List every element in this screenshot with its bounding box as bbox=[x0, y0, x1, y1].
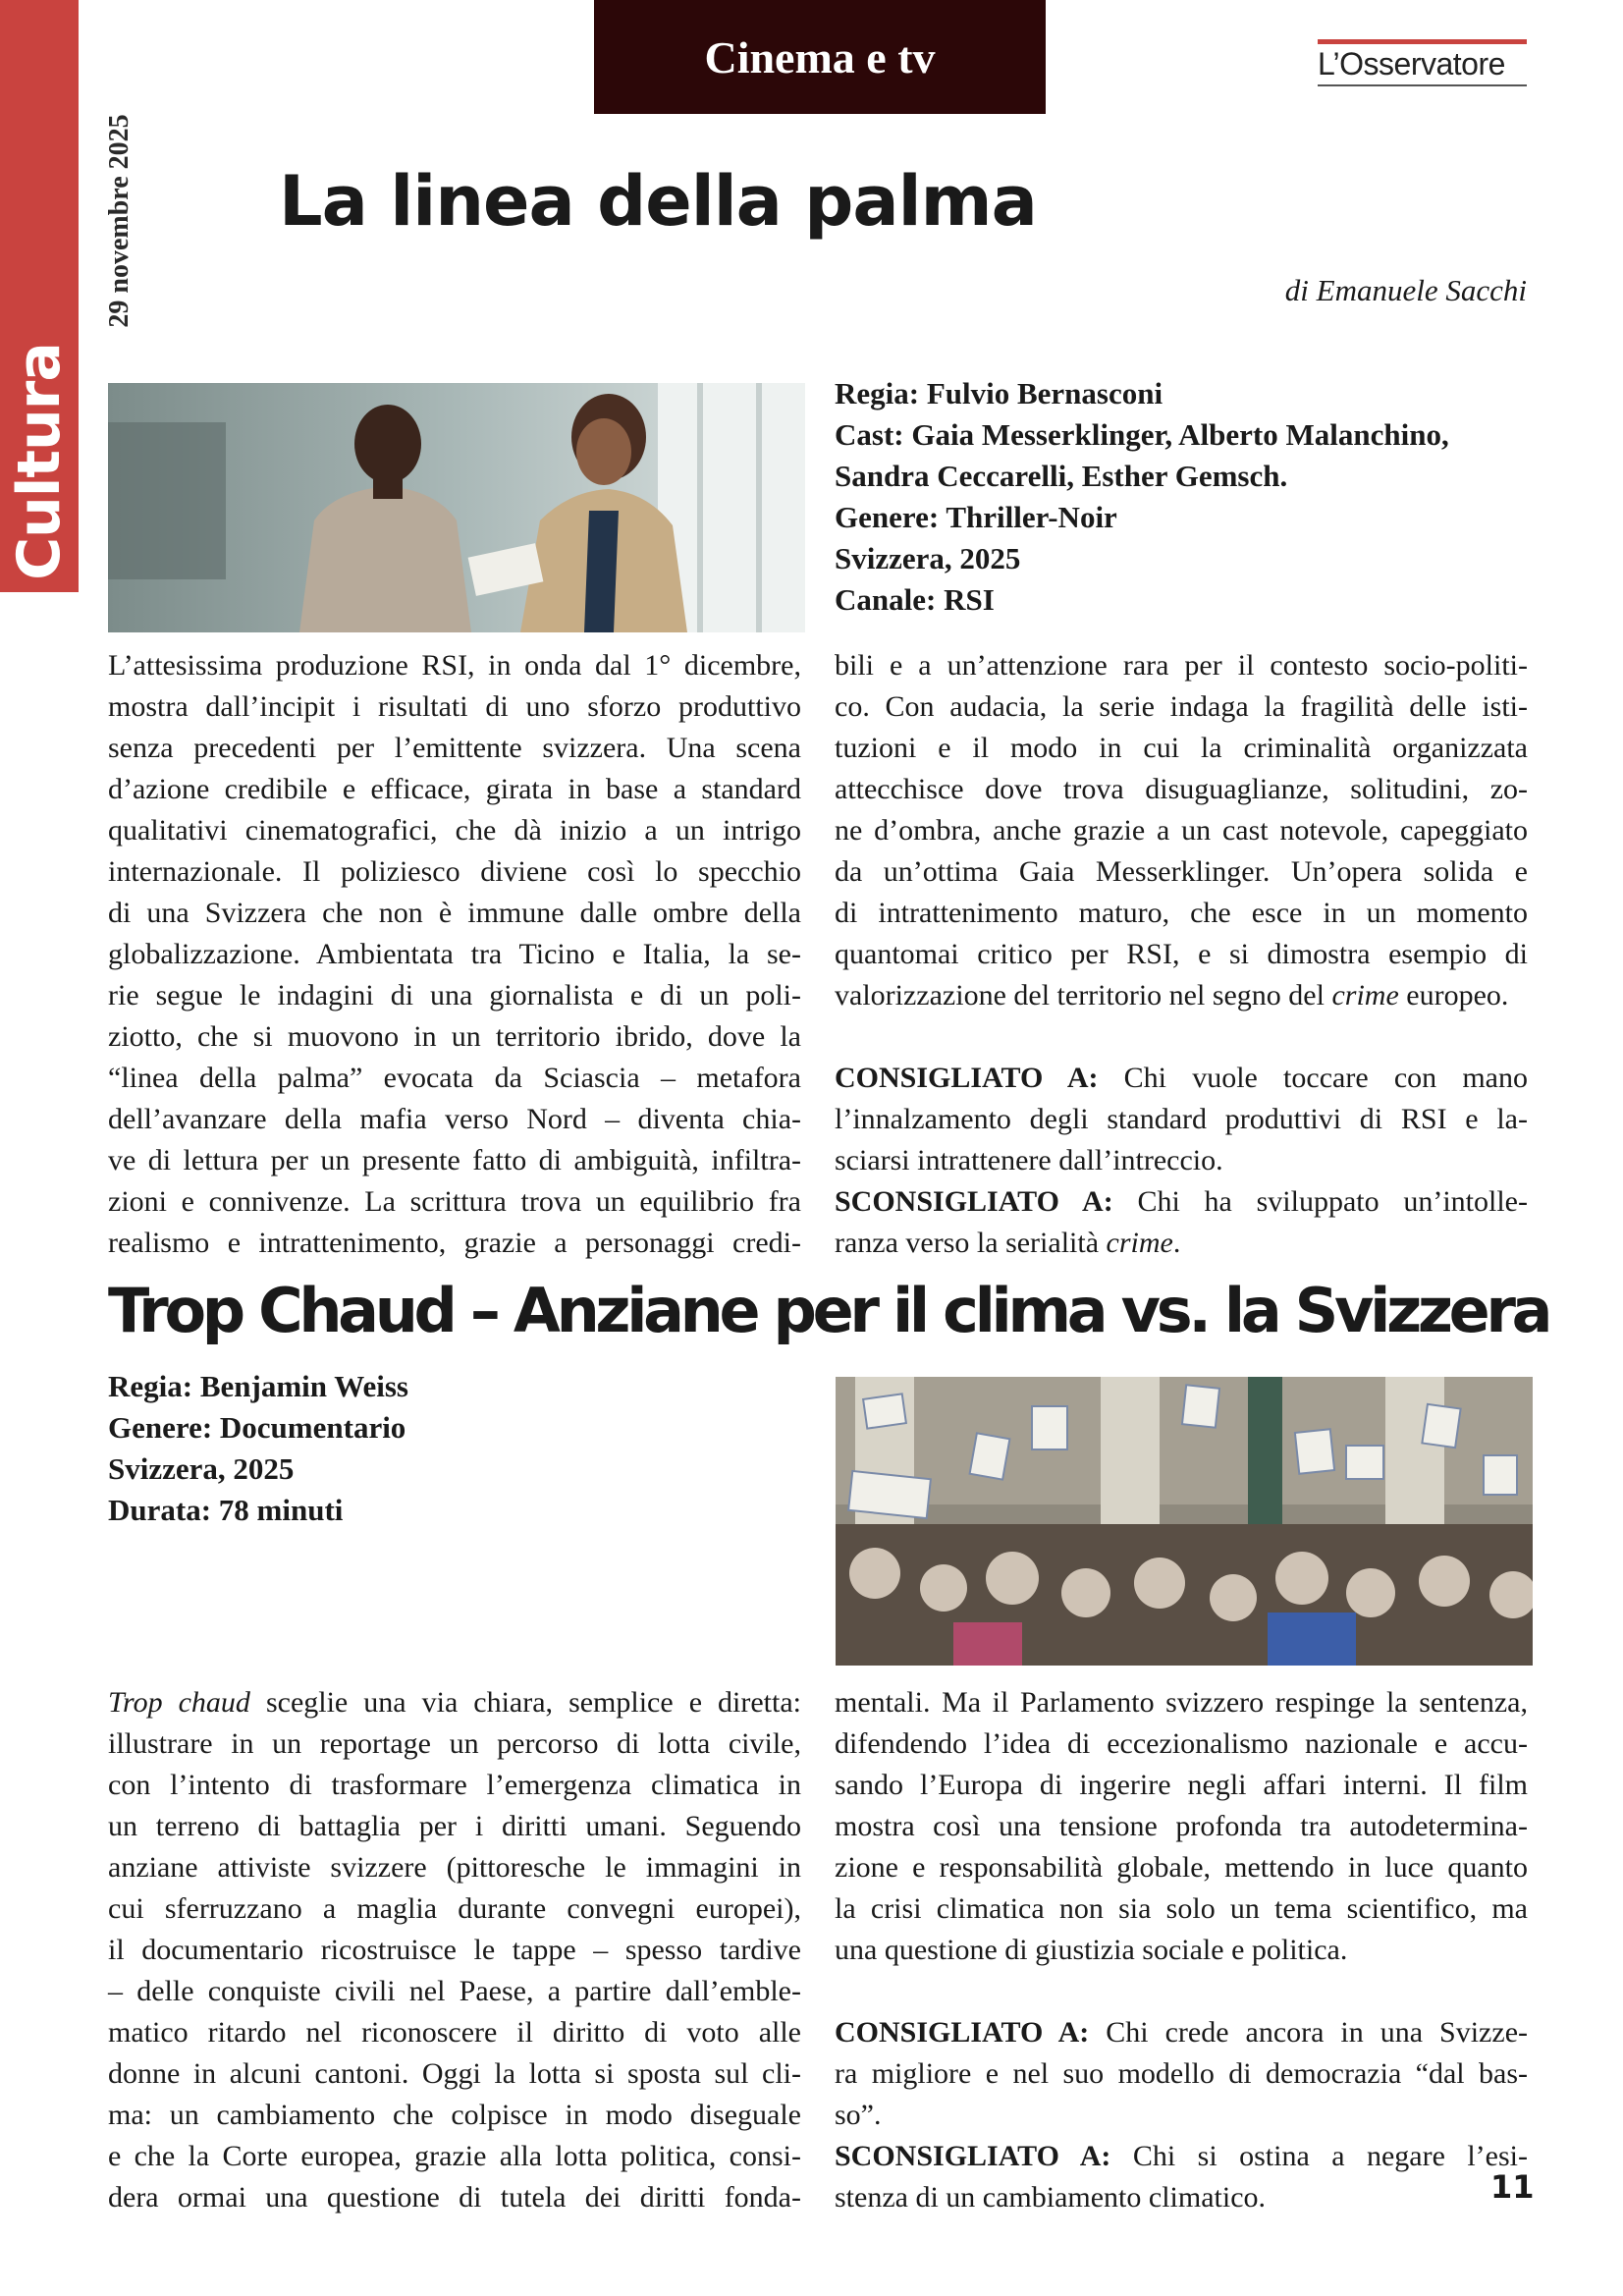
body-line: stenza di un cambiamento climatico. bbox=[835, 2181, 1267, 2214]
issue-date: 29 novembre 2025 bbox=[104, 114, 135, 328]
sconsigliato-label: SCONSIGLIATO A: bbox=[835, 2140, 1111, 2172]
body-line: globalizzazione. Ambientata tra Ticino e Italia, la se- bbox=[108, 938, 801, 970]
article1-title: La linea della palma bbox=[279, 161, 1037, 242]
body-line: so”. bbox=[835, 2099, 882, 2131]
body-line: matico ritardo nel riconoscere il diritto di voto alle bbox=[108, 2016, 801, 2049]
assembly-vote-icon bbox=[836, 1377, 1533, 1666]
sconsigliato-line bbox=[835, 2136, 1528, 2177]
article1-photo bbox=[108, 383, 805, 632]
body-line: il documentario ricostruisce le tappe – spesso tardive bbox=[108, 1934, 801, 1966]
body-line: L’attesissima produzione RSI, in onda dal 1° dicembre, bbox=[108, 649, 801, 682]
article1-body-right bbox=[835, 645, 1528, 1264]
body-line: zioni e connivenze. La scrittura trova un equilibrio fra bbox=[108, 1185, 801, 1218]
article2-title: Trop Chaud – Anziane per il clima vs. la Svizzera bbox=[108, 1275, 1549, 1346]
text-run: europeo. bbox=[1398, 979, 1509, 1011]
text-run: Chi crede ancora in una Svizze- bbox=[1089, 2016, 1528, 2049]
body-line: qualitativi cinematografici, che dà inizio a un intrigo bbox=[108, 814, 801, 847]
body-line: difendendo l’idea di eccezionalismo nazionale e accu- bbox=[835, 1727, 1528, 1760]
body-line: ziotto, che si muovono in un territorio ibrido, dove la bbox=[108, 1020, 801, 1053]
article1-info bbox=[835, 373, 1449, 621]
body-line: ne d’ombra, anche grazie a un cast notevole, capeggiato bbox=[835, 814, 1528, 847]
consigliato-label: CONSIGLIATO A: bbox=[835, 2016, 1090, 2049]
emphasis: Trop chaud bbox=[108, 1686, 250, 1719]
info-country: Svizzera, 2025 bbox=[835, 541, 1021, 575]
body-line bbox=[835, 1223, 1528, 1264]
body-line bbox=[835, 975, 1528, 1016]
text-run: valorizzazione del territorio nel segno del bbox=[835, 979, 1332, 1011]
body-line: mostra così una tensione profonda tra autodetermina- bbox=[835, 1810, 1528, 1842]
logo-rule bbox=[1318, 84, 1527, 86]
body-line: ma: un cambiamento che colpisce in modo diseguale bbox=[108, 2099, 801, 2131]
body-line: da un’ottima Gaia Messerklinger. Un’opera solida e bbox=[835, 855, 1528, 888]
body-line: sciarsi intrattenere dall’intreccio. bbox=[835, 1144, 1223, 1176]
body-line: zione e responsabilità globale, mettendo in luce quanto bbox=[835, 1851, 1528, 1884]
info-genre: Genere: Thriller-Noir bbox=[835, 500, 1117, 534]
sconsigliato-label: SCONSIGLIATO A: bbox=[835, 1185, 1113, 1218]
side-tab-label: Cultura bbox=[5, 343, 74, 580]
info-duration: Durata: 78 minuti bbox=[108, 1493, 344, 1527]
text-run: Chi ha sviluppato un’intolle- bbox=[1112, 1185, 1528, 1218]
text-run: . bbox=[1172, 1227, 1181, 1259]
body-line bbox=[108, 1682, 801, 1723]
body-line: un terreno di battaglia per i diritti umani. Seguendo bbox=[108, 1810, 801, 1842]
body-line: la crisi climatica non sia solo un tema scientifico, ma bbox=[835, 1892, 1528, 1925]
body-line: sando l’Europa di ingerire negli affari interni. Il film bbox=[835, 1769, 1528, 1801]
info-cast: Cast: Gaia Messerklinger, Alberto Malanchino, bbox=[835, 417, 1449, 452]
section-banner bbox=[594, 0, 1046, 114]
body-line: rie segue le indagini di una giornalista e di un poli- bbox=[108, 979, 801, 1011]
body-line: bili e a un’attenzione rara per il contesto socio-politi- bbox=[835, 649, 1528, 682]
info-director: Regia: Benjamin Weiss bbox=[108, 1369, 408, 1403]
text-run: Chi vuole toccare con mano bbox=[1098, 1062, 1528, 1094]
body-line: d’azione credibile e efficace, girata in base a standard bbox=[108, 773, 801, 805]
body-line: dera ormai una questione di tutela dei diritti fonda- bbox=[108, 2181, 801, 2214]
body-line: ve di lettura per un presente fatto di ambiguità, infiltra- bbox=[108, 1144, 801, 1176]
body-line: cui sferruzzano a maglia durante convegni europei), bbox=[108, 1892, 801, 1925]
body-line: illustrare in un reportage un percorso di lotta civile, bbox=[108, 1727, 801, 1760]
info-country: Svizzera, 2025 bbox=[108, 1451, 295, 1486]
paragraph-gap bbox=[835, 1971, 1528, 2012]
text-run: sceglie una via chiara, semplice e diretta: bbox=[249, 1686, 802, 1719]
body-line: donne in alcuni cantoni. Oggi la lotta si sposta sul cli- bbox=[108, 2057, 801, 2090]
article1-byline: di Emanuele Sacchi bbox=[1284, 273, 1527, 307]
emphasis: crime bbox=[1331, 979, 1399, 1011]
consigliato-label: CONSIGLIATO A: bbox=[835, 1062, 1099, 1094]
article2-body-left bbox=[108, 1682, 801, 2218]
body-line: co. Con audacia, la serie indaga la fragilità delle isti- bbox=[835, 690, 1528, 723]
consigliato-line bbox=[835, 2012, 1528, 2053]
section-title: Cinema e tv bbox=[704, 31, 936, 82]
body-line: anziane attiviste svizzere (pittoresche le immagini in bbox=[108, 1851, 801, 1884]
body-line: dell’avanzare della mafia verso Nord – diventa chia- bbox=[108, 1103, 801, 1135]
text-run: ranza verso la serialità bbox=[835, 1227, 1107, 1259]
paragraph-gap bbox=[835, 1016, 1528, 1058]
body-line: “linea della palma” evocata da Sciascia – metafora bbox=[108, 1062, 801, 1094]
body-line: ra migliore e nel suo modello di democrazia “dal bas- bbox=[835, 2057, 1528, 2090]
body-line: tuzioni e il modo in cui la criminalità organizzata bbox=[835, 732, 1528, 764]
body-line: – delle conquiste civili nel Paese, a partire dall’emble- bbox=[108, 1975, 801, 2007]
body-line: una questione di giustizia sociale e politica. bbox=[835, 1934, 1348, 1966]
article1-body-left bbox=[108, 645, 801, 1264]
section-side-tab bbox=[0, 0, 79, 592]
film-still-icon bbox=[108, 383, 805, 632]
body-line: mentali. Ma il Parlamento svizzero respinge la sentenza, bbox=[835, 1686, 1528, 1719]
body-line: mostra dall’incipit i risultati di uno sforzo produttivo bbox=[108, 690, 801, 723]
text-run: Chi si ostina a negare l’esi- bbox=[1110, 2140, 1528, 2172]
consigliato-line bbox=[835, 1058, 1528, 1099]
info-genre: Genere: Documentario bbox=[108, 1410, 406, 1445]
body-line: di una Svizzera che non è immune dalle ombre della bbox=[108, 897, 801, 929]
emphasis: crime bbox=[1106, 1227, 1173, 1259]
body-line: di intrattenimento maturo, che esce in un momento bbox=[835, 897, 1528, 929]
body-line: l’innalzamento degli standard produttivi di RSI e la- bbox=[835, 1103, 1528, 1135]
article2-body-right bbox=[835, 1682, 1528, 2218]
logo-bar bbox=[1318, 39, 1527, 44]
page-number: 11 bbox=[1490, 2168, 1535, 2206]
body-line: internazionale. Il poliziesco diviene così lo specchio bbox=[108, 855, 801, 888]
article2-photo bbox=[836, 1377, 1533, 1666]
body-line: realismo e intrattenimento, grazie a personaggi credi- bbox=[108, 1227, 801, 1259]
info-director: Regia: Fulvio Bernasconi bbox=[835, 376, 1163, 410]
body-line: attecchisce dove trova disuguaglianze, solitudini, zo- bbox=[835, 773, 1528, 805]
body-line: senza precedenti per l’emittente svizzera. Una scena bbox=[108, 732, 801, 764]
body-line: e che la Corte europea, grazie alla lotta politica, consi- bbox=[108, 2140, 801, 2172]
body-line: con l’intento di trasformare l’emergenza climatica in bbox=[108, 1769, 801, 1801]
sconsigliato-line bbox=[835, 1181, 1528, 1223]
logo-text: L’Osservatore bbox=[1318, 46, 1505, 82]
body-line: quantomai critico per RSI, e si dimostra esempio di bbox=[835, 938, 1528, 970]
info-channel: Canale: RSI bbox=[835, 582, 995, 617]
info-cast-cont: Sandra Ceccarelli, Esther Gemsch. bbox=[835, 459, 1288, 493]
article2-info bbox=[108, 1366, 408, 1531]
publication-logo bbox=[1318, 39, 1527, 86]
